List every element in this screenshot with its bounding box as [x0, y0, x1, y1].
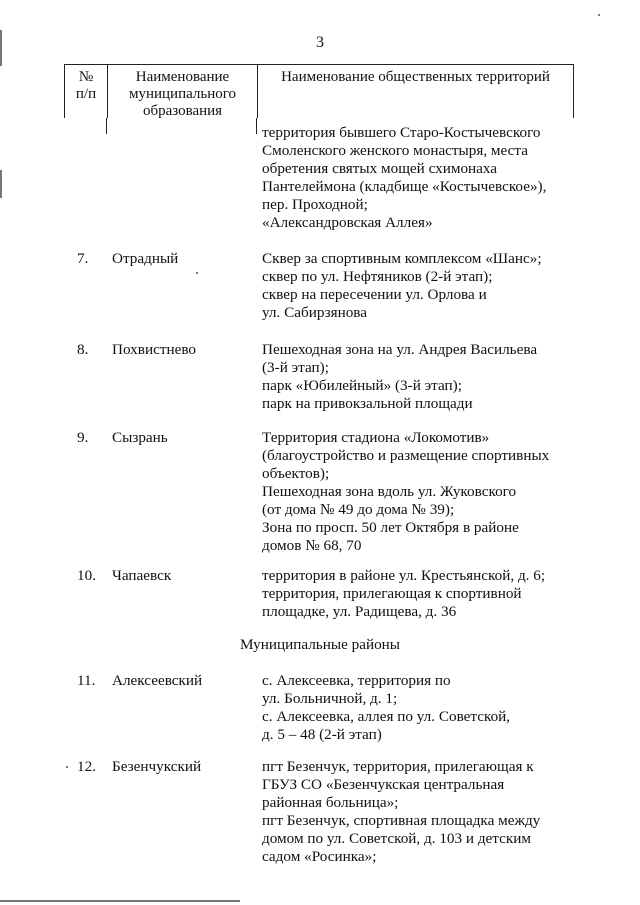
territory-line: Территория стадиона «Локомотив» — [262, 429, 490, 446]
header-municipality-column — [107, 65, 257, 118]
territory-line: домов № 68, 70 — [262, 537, 362, 554]
territory-line: территория бывшего Старо-Костычевского — [262, 124, 541, 141]
municipality-name: Похвистнево — [112, 341, 196, 358]
territory-line: пгт Безенчук, спортивная площадка между — [262, 812, 541, 829]
row-number: 9. — [77, 429, 89, 446]
territory-line: «Александровская Аллея» — [262, 214, 433, 231]
municipality-name: Безенчукский — [112, 758, 202, 775]
column-divider — [106, 118, 107, 134]
row-number: 10. — [77, 567, 96, 584]
territory-line: объектов); — [262, 465, 330, 482]
scan-edge-mark — [0, 170, 2, 198]
row-number: 7. — [77, 250, 89, 267]
territory-line: д. 5 – 48 (2-й этап) — [262, 726, 382, 743]
territory-line: Зона по просп. 50 лет Октября в районе — [262, 519, 519, 536]
territory-list — [262, 758, 562, 866]
territory-line: Пантелеймона (кладбище «Костычевское»), — [262, 178, 547, 195]
header-territories-column — [257, 65, 573, 118]
territory-line: с. Алексеевка, территория по — [262, 672, 451, 689]
territory-line: площадке, ул. Радищева, д. 36 — [262, 603, 457, 620]
territory-line: Пешеходная зона на ул. Андрея Васильева — [262, 341, 538, 358]
territory-line: домом по ул. Советской, д. 103 и детским — [262, 830, 531, 847]
territory-line: (благоустройство и размещение спортивных — [262, 447, 550, 464]
territory-line: ул. Сабирзянова — [262, 304, 368, 321]
table-header — [64, 64, 574, 118]
territory-list — [262, 341, 562, 413]
header-text: п/п — [75, 86, 97, 102]
territory-line: парк «Юбилейный» (3-й этап); — [262, 377, 462, 394]
column-divider — [256, 118, 257, 134]
scan-speck — [66, 766, 68, 768]
header-text: Наименование общественных территорий — [281, 69, 550, 85]
territory-line: сквер по ул. Нефтяников (2-й этап); — [262, 268, 493, 285]
continuation-territories — [262, 124, 562, 232]
territory-line: территория, прилегающая к спортивной — [262, 585, 522, 602]
territory-line: ул. Больничной, д. 1; — [262, 690, 398, 707]
territory-line: сквер на пересечении ул. Орлова и — [262, 286, 487, 303]
territory-line: обретения святых мощей схимонаха — [262, 160, 498, 177]
territory-line: пер. Проходной; — [262, 196, 368, 213]
territory-line: парк на привокзальной площади — [262, 395, 473, 412]
territory-list — [262, 429, 562, 555]
territory-list — [262, 250, 562, 322]
territory-line: районная больница»; — [262, 794, 399, 811]
territory-line: Пешеходная зона вдоль ул. Жуковского — [262, 483, 517, 500]
municipality-name: Алексеевский — [112, 672, 203, 689]
municipality-name: Отрадный — [112, 250, 179, 267]
row-number: 11. — [77, 672, 96, 689]
territory-line: садом «Росинка»; — [262, 848, 377, 865]
section-heading: Муниципальные районы — [240, 636, 400, 653]
header-text: муниципального — [128, 86, 237, 102]
row-number: 12. — [77, 758, 96, 775]
bottom-edge-line — [0, 900, 240, 902]
territory-line: Сквер за спортивным комплексом «Шанс»; — [262, 250, 542, 267]
scan-speck — [196, 272, 198, 274]
header-text: образования — [142, 103, 223, 119]
territory-line: ГБУЗ СО «Безенчукская центральная — [262, 776, 505, 793]
territory-line: (3-й этап); — [262, 359, 329, 376]
territory-line: пгт Безенчук, территория, прилегающая к — [262, 758, 534, 775]
header-text: № — [78, 69, 94, 85]
scan-edge-mark — [0, 30, 2, 66]
municipality-name: Чапаевск — [112, 567, 172, 584]
territory-line: с. Алексеевка, аллея по ул. Советской, — [262, 708, 511, 725]
territory-list — [262, 672, 562, 744]
territory-line: Смоленского женского монастыря, места — [262, 142, 528, 159]
row-number: 8. — [77, 341, 89, 358]
territory-line: территория в районе ул. Крестьянской, д. 6; — [262, 567, 546, 584]
scan-speck — [598, 14, 600, 16]
territory-line: (от дома № 49 до дома № 39); — [262, 501, 455, 518]
territory-list — [262, 567, 562, 621]
header-number-column — [65, 65, 107, 118]
page-number: 3 — [316, 34, 324, 51]
header-text: Наименование — [135, 69, 230, 85]
municipality-name: Сызрань — [112, 429, 168, 446]
